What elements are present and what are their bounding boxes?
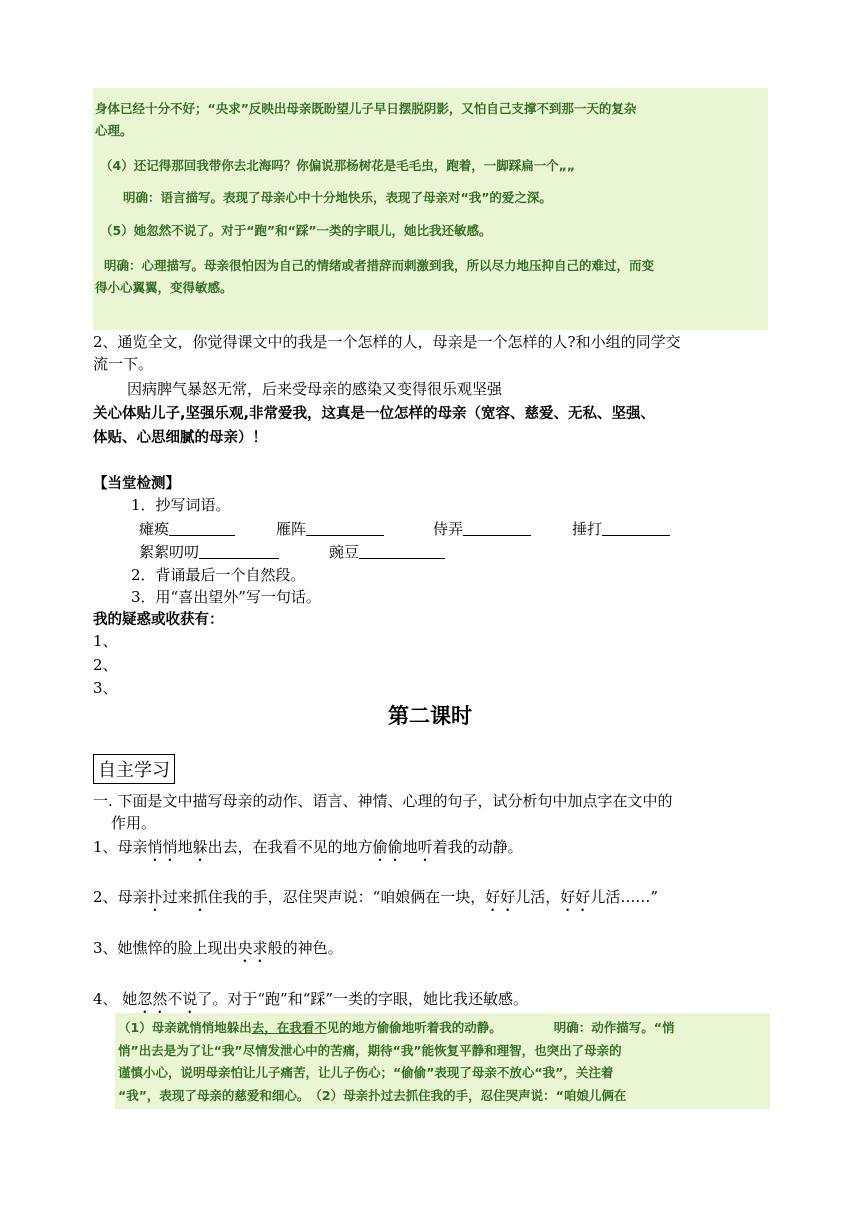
box-answer-4: 明确：语言描写。表现了母亲心中十分地快乐，表现了母亲对“我”的爱之深。 — [123, 190, 552, 205]
check-item-1: 1．抄写词语。 — [131, 496, 231, 514]
sentence-4: 4、 她忽然不说了。对于“跑”和“踩”一类的字眼，她比我还敏感。 — [93, 990, 529, 1008]
word-blank: 豌豆 — [329, 541, 445, 562]
box-text: 心理。 — [95, 123, 133, 138]
word-blank: 捶打 — [572, 518, 670, 539]
box-text: “我”，表现了母亲的慈爱和细心。 （2）母亲扑过去抓住我的手，忍住哭声说：“咱娘儿俩在 — [118, 1088, 627, 1103]
check-heading: 【当堂检测】 — [93, 476, 180, 492]
answer-mother: 体贴、心思细腻的母亲）！ — [93, 430, 267, 446]
section-label: 自主学习 — [93, 754, 175, 784]
question-2: 流一下。 — [93, 355, 154, 373]
box-question-5: （5）她忽然不说了。对于“跑”和“踩”一类的字眼儿，她比我还敏感。 — [100, 223, 492, 238]
intro: 一. 下面是文中描写母亲的动作、语言、神情、心理的句子，试分析句中加点字在文中的 — [93, 792, 673, 810]
word-blank: 絮絮叨叨 — [139, 541, 279, 562]
box-text: 谨慎小心，说明母亲怕让儿子痛苦，让儿子伤心；“偷偷”表现了母亲不放心“我”，关注着 — [118, 1065, 614, 1080]
answer-mother: 关心体贴儿子,坚强乐观,非常爱我，这真是一位怎样的母亲（宽容、慈爱、无私、坚强、 — [93, 406, 656, 422]
doubt-item: 2、 — [93, 656, 118, 674]
word-blank: 瘫痪 — [139, 518, 235, 539]
box-answer-5: 得小心翼翼，变得敏感。 — [95, 280, 233, 295]
box-answer-5: 明确：心理描写。母亲很怕因为自己的情绪或者措辞而刺激到我，所以尽力地压抑自己的难过，而变 — [104, 258, 655, 273]
doubt-item: 3、 — [93, 679, 118, 697]
doubt-item: 1、 — [93, 632, 118, 650]
word-blank: 侍弄 — [433, 518, 531, 539]
box-text: 悄”出去是为了让“我”尽情发泄心中的苦痛，期待“我”能恢复平静和理智，也突出了母亲的 — [118, 1043, 622, 1058]
answer-me: 因病脾气暴怒无常，后来受母亲的感染又变得很乐观坚强 — [127, 380, 503, 398]
sentence-3: 3、她憔悴的脸上现出央求般的神色。 — [93, 939, 343, 957]
check-item-2: 2．背诵最后一个自然段。 — [131, 566, 306, 584]
intro: 作用。 — [111, 814, 157, 832]
box-text: （1）母亲就悄悄地躲出去，在我看不见的地方偷偷地听着我的动静。 明确：动作描写。“悄 — [118, 1020, 675, 1035]
sentence-1: 1、母亲悄悄地躲出去，在我看不见的地方偷偷地听着我的动静。 — [93, 838, 523, 856]
box-question-4: （4）还记得那回我带你去北海吗？你偏说那杨树花是毛毛虫，跑着，一脚踩扁一个„„ — [100, 158, 576, 173]
sentence-2: 2、母亲扑过来抓住我的手，忍住哭声说：“咱娘俩在一块，好好儿活，好好儿活……” — [93, 888, 658, 906]
box-text: 身体已经十分不好；“央求”反映出母亲既盼望儿子早日摆脱阴影，又怕自己支撑不到那一天的复杂 — [95, 101, 637, 116]
check-item-3: 3．用“喜出望外”写一句话。 — [131, 588, 321, 606]
doubts-heading: 我的疑惑或收获有： — [93, 612, 224, 628]
question-2: 2、通览全文，你觉得课文中的我是一个怎样的人，母亲是一个怎样的人?和小组的同学交 — [93, 333, 681, 351]
word-blank: 雁阵 — [276, 518, 384, 539]
lesson-title: 第二课时 — [388, 704, 472, 728]
